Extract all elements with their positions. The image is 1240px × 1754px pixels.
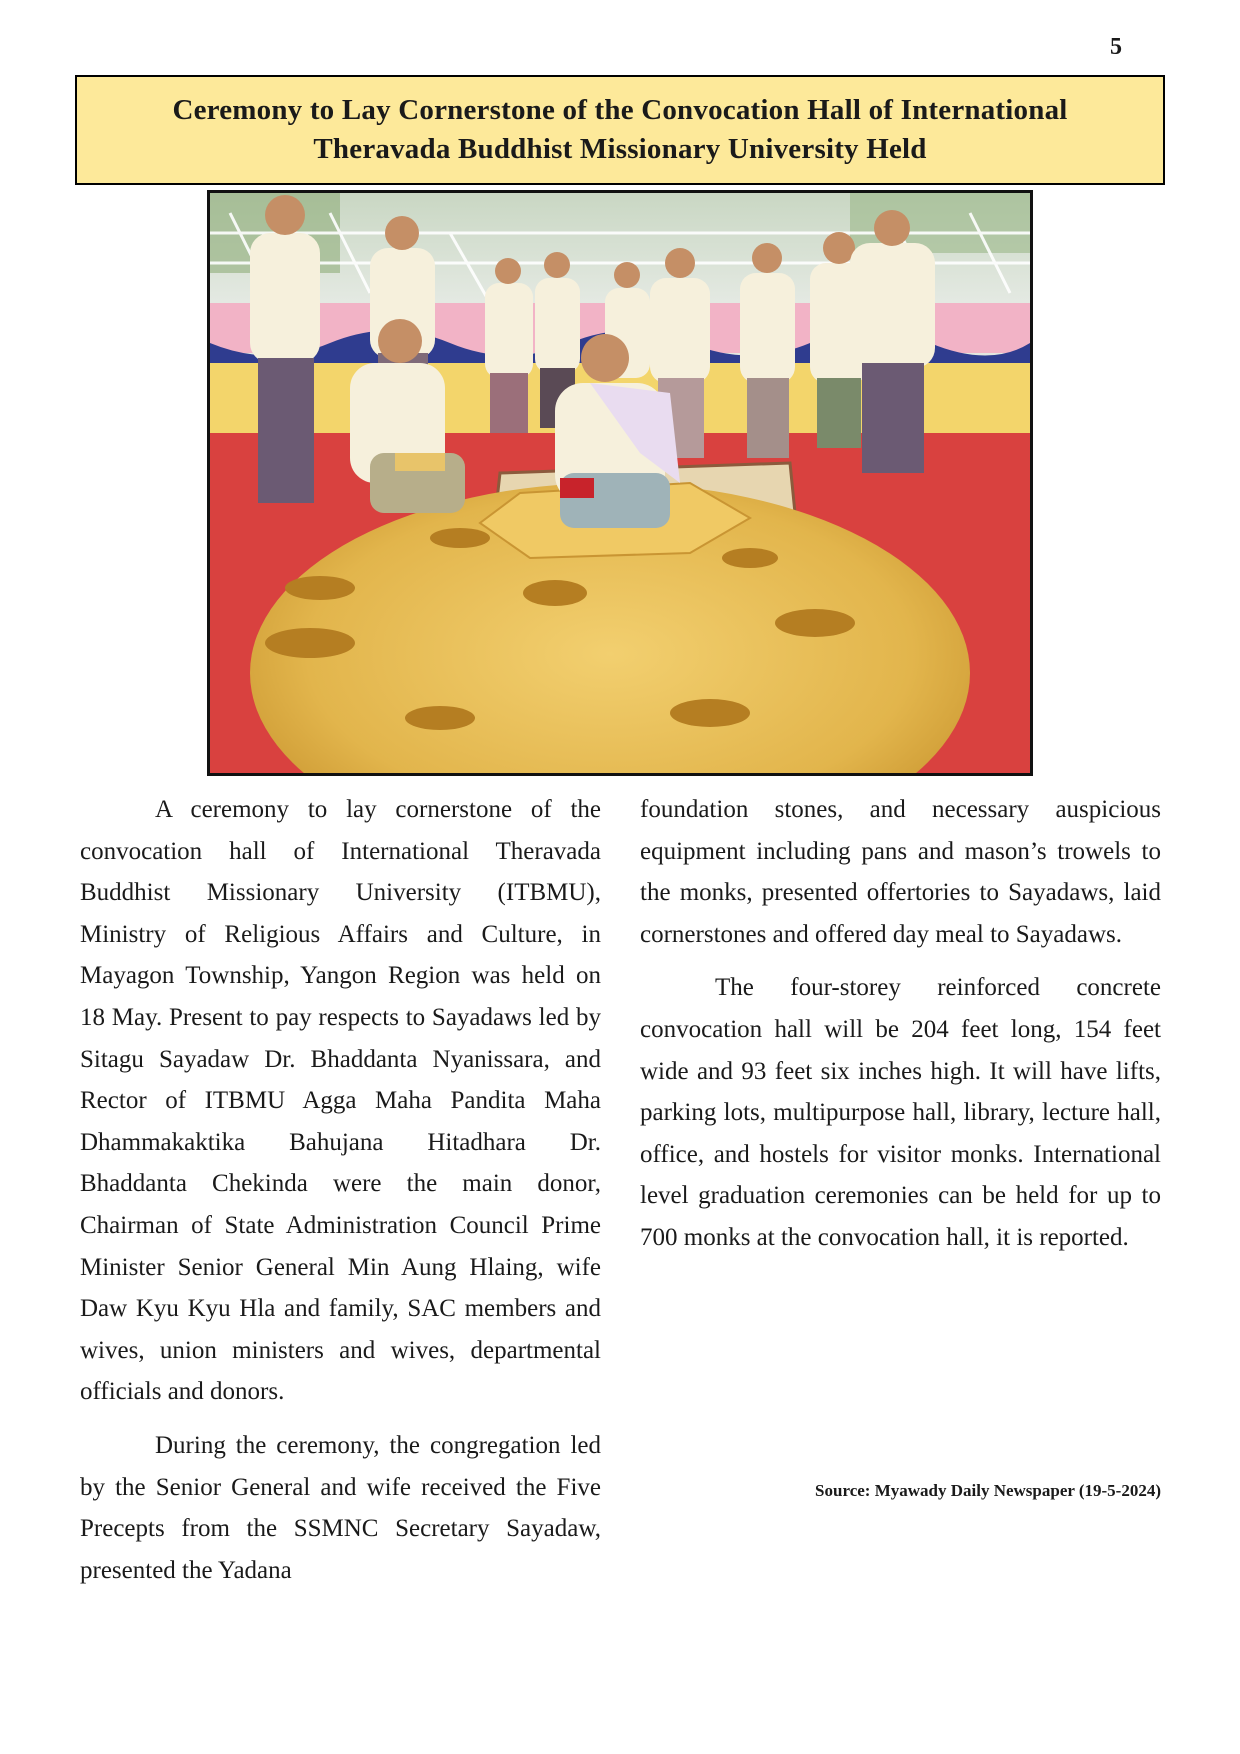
article-title-line-2: Theravada Buddhist Missionary University Held — [313, 133, 927, 165]
paragraph-left-2: During the ceremony, the congregation led by the Senior General and wife received the Five Precepts from the SSMNC Secretary Sayadaw, presented the Yadana — [80, 1431, 601, 1584]
paragraph-right-2: The four-storey reinforced concrete convocation hall will be 204 feet long, 154 feet wide and 93 feet six inches high. It will have lifts, parking lots, multipurpose hall, library, lecture hall, office, and hostels for visitor monks. International level graduation ceremonies can be held for up to 700 monks at the convocation hall, it is reported. — [640, 974, 1161, 1251]
article-title-line-1: Ceremony to Lay Cornerstone of the Convocation Hall of International — [172, 94, 1068, 126]
paragraph-left-1: A ceremony to lay cornerstone of the convocation hall of International Theravada Buddhist Missionary University (ITBMU), Ministry of Religious Affairs and Culture, in Mayagon Township, Yangon Region was held on 18 May. Present to pay respects to Sayadaws led by Sitagu Sayadaw Dr. Bhaddanta Nyanissara, and Rector of ITBMU Agga Maha Pandita Maha Dhammakaktika Bahujana Hitadhara Dr. Bhaddanta Chekinda were the main donor, Chairman of State Administration Council Prime Minister Senior General Min Aung Hlaing, wife Daw Kyu Kyu Hla and family, SAC members and wives, union ministers and wives, departmental officials and donors. — [80, 796, 601, 1406]
paragraph-right-1: foundation stones, and necessary auspicious equipment including pans and mason’s trowels to the monks, presented offertories to Sayadaws, laid cornerstones and offered day meal to Sayadaws. — [640, 796, 1161, 948]
ceremony-photo — [207, 190, 1033, 776]
article-title-box — [75, 75, 1165, 185]
page-number: 5 — [1110, 34, 1122, 60]
right-column — [640, 789, 1161, 1259]
source-citation: Source: Myawady Daily Newspaper (19-5-2024) — [815, 1481, 1161, 1500]
ceremony-photo-icon — [210, 193, 1030, 773]
left-column — [80, 789, 601, 1591]
